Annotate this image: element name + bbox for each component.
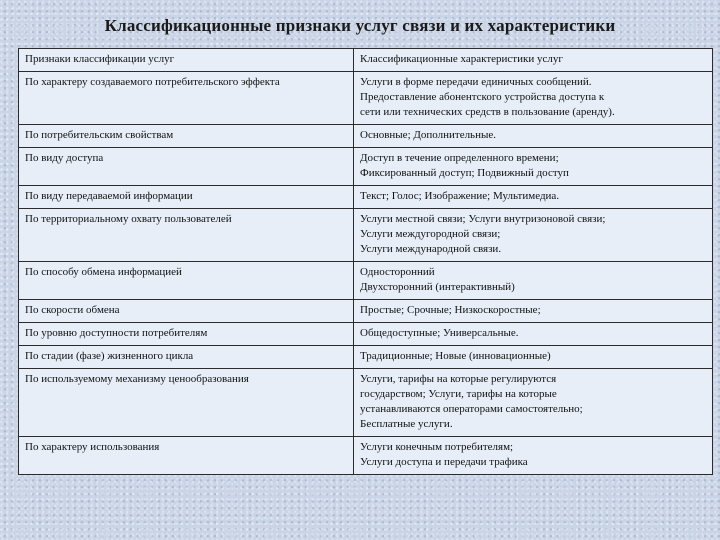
characteristic-line: Двухсторонний (интерактивный): [360, 281, 515, 293]
characteristic-line: Предоставление абонентского устройства доступа к: [360, 91, 605, 103]
table-row: [19, 262, 713, 300]
characteristic-line: Фиксированный доступ; Подвижный доступ: [360, 167, 569, 179]
characteristic-line: Услуги конечным потребителям;: [360, 441, 514, 453]
header-cell-features: Признаки классификации услуг: [19, 49, 354, 72]
characteristics-cell: [354, 369, 713, 437]
characteristic-line: устанавливаются операторами самостоятельно;: [360, 403, 583, 415]
characteristics-cell: [354, 262, 713, 300]
table-row: [19, 125, 713, 148]
table-row: [19, 72, 713, 125]
characteristic-line: Односторонний: [360, 266, 435, 278]
table-header-row: [19, 49, 713, 72]
characteristic-line: Простые; Срочные; Низкоскоростные;: [360, 304, 541, 316]
characteristic-line: Традиционные; Новые (инновационные): [360, 350, 551, 362]
characteristics-cell: [354, 300, 713, 323]
table-row: [19, 437, 713, 475]
feature-cell: По территориальному охвату пользователей: [19, 209, 354, 262]
characteristic-line: Текст; Голос; Изображение; Мультимедиа.: [360, 190, 560, 202]
feature-cell: По скорости обмена: [19, 300, 354, 323]
feature-cell: По стадии (фазе) жизненного цикла: [19, 346, 354, 369]
table-body: [19, 49, 713, 475]
feature-cell: По используемому механизму ценообразования: [19, 369, 354, 437]
characteristic-line: государством; Услуги, тарифы на которые: [360, 388, 557, 400]
feature-cell: По потребительским свойствам: [19, 125, 354, 148]
characteristic-line: Услуги доступа и передачи трафика: [360, 456, 528, 468]
table-row: [19, 209, 713, 262]
table-row: [19, 369, 713, 437]
characteristic-line: Услуги местной связи; Услуги внутризоновой связи;: [360, 213, 606, 225]
feature-cell: По виду доступа: [19, 148, 354, 186]
characteristic-line: Общедоступные; Универсальные.: [360, 327, 519, 339]
characteristic-line: Доступ в течение определенного времени;: [360, 152, 559, 164]
characteristics-cell: [354, 437, 713, 475]
page-title: Классификационные признаки услуг связи и их характеристики: [104, 16, 616, 35]
characteristics-cell: [354, 323, 713, 346]
table-row: [19, 148, 713, 186]
characteristics-cell: [354, 209, 713, 262]
classification-table: [18, 48, 713, 475]
table-row: [19, 323, 713, 346]
characteristic-line: Бесплатные услуги.: [360, 418, 453, 430]
characteristics-cell: [354, 186, 713, 209]
feature-cell: По способу обмена информацией: [19, 262, 354, 300]
characteristic-line: Основные; Дополнительные.: [360, 129, 496, 141]
characteristic-line: Услуги в форме передачи единичных сообщений.: [360, 76, 592, 88]
characteristic-line: Услуги междугородной связи;: [360, 228, 501, 240]
classification-table-container: [18, 48, 698, 475]
characteristic-line: Услуги международной связи.: [360, 243, 502, 255]
feature-cell: По характеру создаваемого потребительского эффекта: [19, 72, 354, 125]
feature-cell: По характеру использования: [19, 437, 354, 475]
characteristics-cell: [354, 148, 713, 186]
table-row: [19, 186, 713, 209]
feature-cell: По виду передаваемой информации: [19, 186, 354, 209]
characteristics-cell: [354, 346, 713, 369]
table-row: [19, 346, 713, 369]
characteristic-line: сети или технических средств в пользование (аренду).: [360, 106, 615, 118]
characteristic-line: Услуги, тарифы на которые регулируются: [360, 373, 557, 385]
feature-cell: По уровню доступности потребителям: [19, 323, 354, 346]
characteristics-cell: [354, 72, 713, 125]
table-row: [19, 300, 713, 323]
header-cell-characteristics: Классификационные характеристики услуг: [354, 49, 713, 72]
characteristics-cell: [354, 125, 713, 148]
